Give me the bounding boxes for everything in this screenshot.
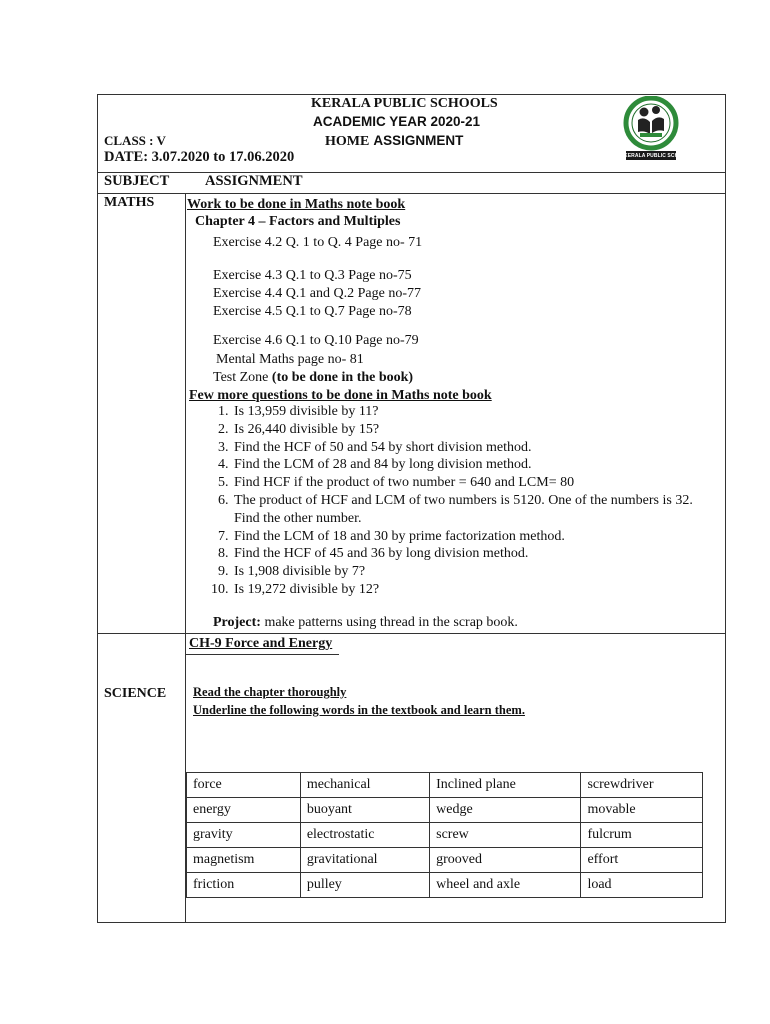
word-cell: gravitational <box>300 848 429 873</box>
question-item: 5. Find HCF if the product of two number = 640 and LCM= 80 <box>232 474 732 492</box>
question-item: 4. Find the LCM of 28 and 84 by long division method. <box>232 456 732 474</box>
word-cell: electrostatic <box>300 823 429 848</box>
word-cell: mechanical <box>300 773 429 798</box>
table-row <box>187 873 703 898</box>
question-item: 10. Is 19,272 divisible by 12? <box>232 581 732 599</box>
word-cell: grooved <box>430 848 581 873</box>
maths-subject: MATHS <box>104 195 155 210</box>
test-zone <box>213 370 413 386</box>
question-item: 7. Find the LCM of 18 and 30 by prime factorization method. <box>232 528 732 546</box>
question-item: 8. Find the HCF of 45 and 36 by long division method. <box>232 545 732 563</box>
word-cell: screwdriver <box>581 773 703 798</box>
word-cell: friction <box>187 873 301 898</box>
word-cell: pulley <box>300 873 429 898</box>
project-line <box>213 615 518 631</box>
table-row <box>187 773 703 798</box>
few-more-heading: Few more questions to be done in Maths note book <box>189 388 492 403</box>
word-cell: energy <box>187 798 301 823</box>
exercise-item: Exercise 4.4 Q.1 and Q.2 Page no-77 <box>213 286 422 301</box>
table-header-line <box>97 193 726 194</box>
science-subject: SCIENCE <box>104 686 167 701</box>
science-read-instruction: Read the chapter thoroughly <box>193 685 347 699</box>
vocabulary-table <box>186 772 703 898</box>
word-cell: gravity <box>187 823 301 848</box>
project-text: make patterns using thread in the scrap book. <box>260 615 518 630</box>
class-label: CLASS : V <box>104 133 166 148</box>
question-list <box>211 403 732 599</box>
word-cell: wedge <box>430 798 581 823</box>
logo-caption: KERALA PUBLIC SCHOOLS <box>624 153 693 159</box>
question-item: 6. The product of HCF and LCM of two numbers is 5120. One of the numbers is 32. Find the other number. <box>232 492 709 528</box>
home-word: HOME <box>325 134 370 149</box>
exercise-item: Exercise 4.3 Q.1 to Q.3 Page no-75 <box>213 268 412 283</box>
question-item: 9. Is 1,908 divisible by 7? <box>232 563 732 581</box>
assignment-word: ASSIGNMENT <box>373 133 464 148</box>
table-row <box>187 798 703 823</box>
word-cell: effort <box>581 848 703 873</box>
question-item: 3. Find the HCF of 50 and 54 by short division method. <box>232 439 732 457</box>
maths-science-divider <box>97 633 726 634</box>
word-cell: force <box>187 773 301 798</box>
assignment-header: ASSIGNMENT <box>205 173 303 189</box>
table-top-line <box>97 172 726 173</box>
science-chapter <box>189 636 332 652</box>
home-assignment-title <box>325 132 463 150</box>
academic-year: ACADEMIC YEAR 2020-21 <box>313 114 481 129</box>
question-item: 2. Is 26,440 divisible by 15? <box>232 421 732 439</box>
exercise-item: Exercise 4.5 Q.1 to Q.7 Page no-78 <box>213 304 412 319</box>
school-name: KERALA PUBLIC SCHOOLS <box>311 96 498 111</box>
word-cell: buoyant <box>300 798 429 823</box>
maths-work-heading: Work to be done in Maths note book <box>187 197 406 212</box>
word-cell: movable <box>581 798 703 823</box>
exercise-item: Mental Maths page no- 81 <box>216 352 364 367</box>
exercise-item: Exercise 4.6 Q.1 to Q.10 Page no-79 <box>213 333 419 348</box>
word-cell: Inclined plane <box>430 773 581 798</box>
maths-chapter: Chapter 4 – Factors and Multiples <box>195 214 401 229</box>
chapter-underline-rule <box>186 654 339 655</box>
date-label: DATE: 3.07.2020 to 17.06.2020 <box>104 149 295 165</box>
word-cell: wheel and axle <box>430 873 581 898</box>
project-label: Project: <box>213 615 261 630</box>
table-row <box>187 823 703 848</box>
test-zone-label: Test Zone <box>213 370 272 385</box>
exercise-item: Exercise 4.2 Q. 1 to Q. 4 Page no- 71 <box>213 235 423 250</box>
test-zone-note: (to be done in the book) <box>271 370 414 385</box>
science-underline-instruction: Underline the following words in the textbook and learn them. <box>193 703 525 717</box>
word-cell: magnetism <box>187 848 301 873</box>
subject-header: SUBJECT <box>104 173 170 189</box>
word-cell: load <box>581 873 703 898</box>
table-row <box>187 848 703 873</box>
science-chapter-title: CH-9 Force and Energy <box>189 636 333 651</box>
question-item: 1. Is 13,959 divisible by 11? <box>232 403 732 421</box>
word-cell: fulcrum <box>581 823 703 848</box>
word-cell: screw <box>430 823 581 848</box>
